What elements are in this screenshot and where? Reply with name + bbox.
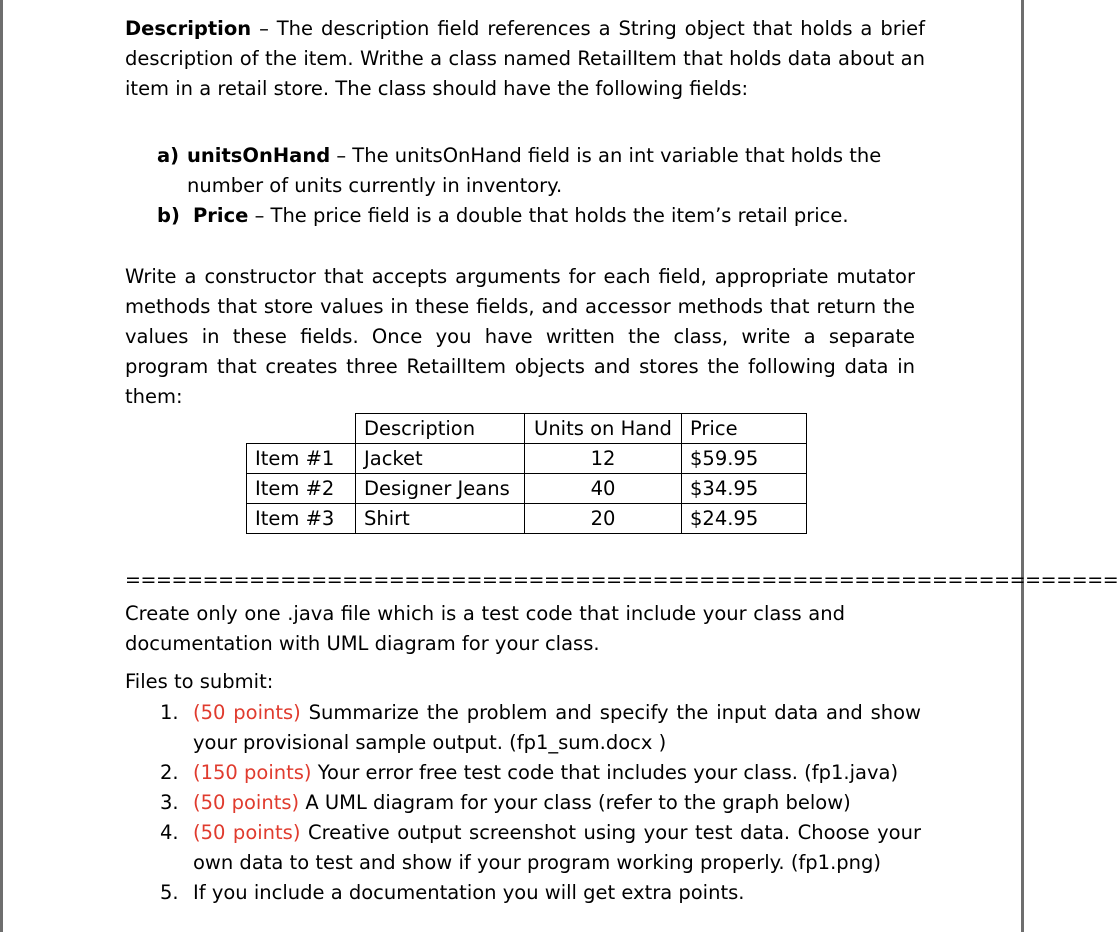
- field-a-text: – The unitsOnHand field is an int variable that holds the number of units currently in inventory.: [187, 144, 882, 197]
- table-header-cell: Units on Hand: [525, 414, 682, 444]
- points-label: (150 points): [193, 761, 312, 784]
- table-header-cell: Description: [356, 414, 525, 444]
- table-cell: $59.95: [682, 444, 807, 474]
- field-b-content: [193, 201, 913, 231]
- submission-text: If you include a documentation you will get extra points.: [193, 881, 745, 904]
- table-header-cell: Price: [682, 414, 807, 444]
- table-cell: $34.95: [682, 474, 807, 504]
- units-on-hand-term: unitsOnHand: [187, 144, 331, 167]
- intro-paragraph: [125, 14, 925, 104]
- constructor-paragraph: Write a constructor that accepts arguments for each field, appropriate mutator methods that store values in these fields, and accessor methods that return the values in these fields. Once you have written the class, write a separate program that creates three RetailItem objects and stores the following data in them:: [125, 265, 915, 408]
- table-row: [247, 504, 807, 534]
- table-header-row: [247, 414, 807, 444]
- files-heading: Files to submit:: [125, 670, 274, 693]
- submission-text: Creative output screenshot using your test data. Choose your own data to test and show if your program working properly. (fp1.png): [193, 821, 921, 874]
- points-label: (50 points): [193, 701, 301, 724]
- price-term: Price: [193, 204, 249, 227]
- submission-content: [193, 758, 921, 788]
- table-row: [247, 474, 807, 504]
- field-marker-b: b): [157, 204, 180, 227]
- field-a-content: [187, 141, 907, 201]
- table-cell: Item #1: [247, 444, 356, 474]
- submission-marker: 5.: [160, 881, 179, 904]
- submission-content: [193, 818, 921, 878]
- submission-text: Your error free test code that includes your class. (fp1.java): [311, 761, 899, 784]
- table-cell: Item #3: [247, 504, 356, 534]
- points-label: (50 points): [193, 821, 301, 844]
- points-label: (50 points): [193, 791, 300, 814]
- separator-line: ================================================================: [125, 569, 1118, 591]
- submission-content: [193, 788, 921, 818]
- table-header-cell: [247, 414, 356, 444]
- field-b-text: – The price field is a double that holds the item’s retail price.: [248, 204, 849, 227]
- submission-marker: 2.: [160, 761, 179, 784]
- submission-marker: 1.: [160, 701, 179, 724]
- table-cell: Shirt: [356, 504, 525, 534]
- table-cell: $24.95: [682, 504, 807, 534]
- submission-text: A UML diagram for your class (refer to the graph below): [299, 791, 851, 814]
- table-row: [247, 444, 807, 474]
- submission-marker: 3.: [160, 791, 179, 814]
- table-cell: 20: [525, 504, 682, 534]
- retail-items-table: [246, 413, 807, 534]
- table-cell: Jacket: [356, 444, 525, 474]
- submission-content: [193, 878, 921, 908]
- submission-marker: 4.: [160, 821, 179, 844]
- table-cell: Item #2: [247, 474, 356, 504]
- field-marker-a: a): [157, 144, 180, 167]
- table-cell: Designer Jeans: [356, 474, 525, 504]
- table-cell: 40: [525, 474, 682, 504]
- intro-text: – The description field references a String object that holds a brief description of the item. Writhe a class named RetailItem that holds data about an item in a retail store. The class should have the following fields:: [125, 17, 925, 100]
- table-cell: 12: [525, 444, 682, 474]
- submission-text: Summarize the problem and specify the input data and show your provisional sample output. (fp1_sum.docx ): [193, 701, 921, 754]
- create-paragraph: Create only one .java file which is a test code that include your class and documentation with UML diagram for your class.: [125, 602, 845, 655]
- submission-content: [193, 698, 921, 758]
- description-term: Description: [125, 17, 252, 40]
